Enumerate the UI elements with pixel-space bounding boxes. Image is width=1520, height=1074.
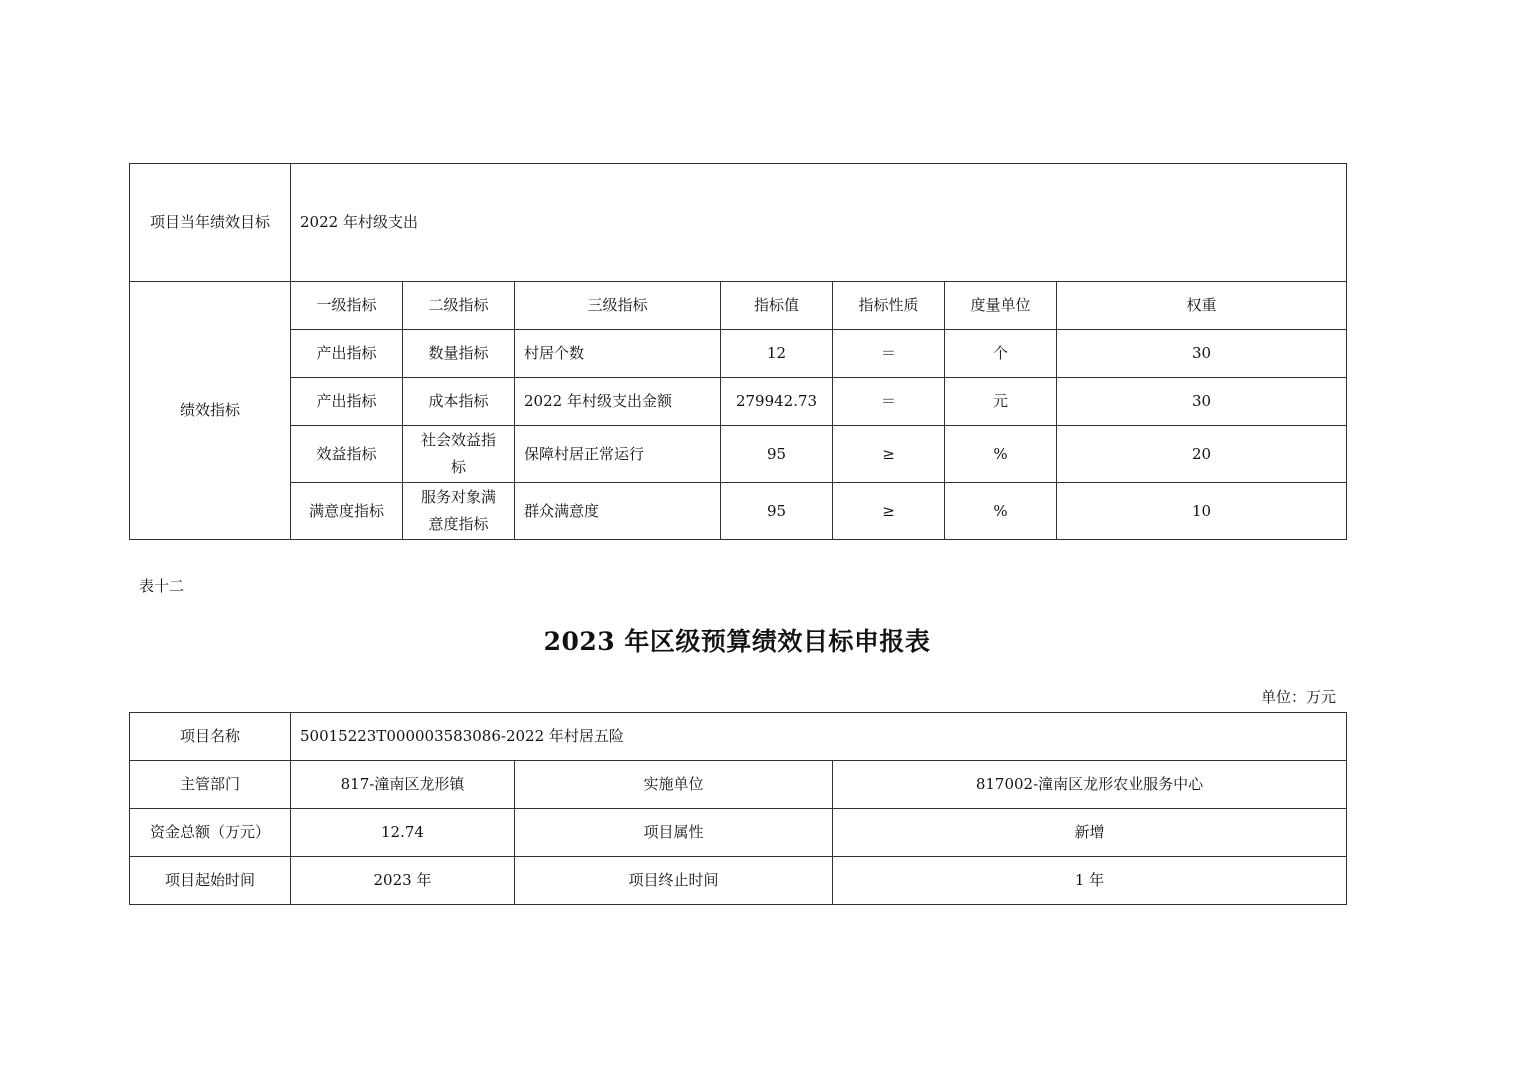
unit-cell: %	[945, 426, 1057, 483]
performance-indicator-table	[129, 163, 1347, 540]
goal-row	[130, 164, 1347, 282]
unit-cell: %	[945, 483, 1057, 540]
header-nature: 指标性质	[833, 282, 945, 330]
goal-value: 2022 年村级支出	[291, 164, 1347, 282]
dept-value: 817-潼南区龙形镇	[291, 761, 515, 809]
weight-cell: 30	[1057, 330, 1347, 378]
table-row	[130, 483, 1347, 540]
level2-cell: 成本指标	[403, 378, 515, 426]
table-row	[130, 330, 1347, 378]
level1-cell: 产出指标	[291, 330, 403, 378]
level1-cell: 产出指标	[291, 378, 403, 426]
fund-value: 12.74	[291, 809, 515, 857]
level3-cell: 村居个数	[515, 330, 721, 378]
value-cell: 95	[721, 426, 833, 483]
fund-row	[130, 809, 1347, 857]
nature-cell: ≥	[833, 483, 945, 540]
unit-cell: 个	[945, 330, 1057, 378]
project-name-row	[130, 713, 1347, 761]
department-row	[130, 761, 1347, 809]
header-weight: 权重	[1057, 282, 1347, 330]
period-row	[130, 857, 1347, 905]
start-value: 2023 年	[291, 857, 515, 905]
header-value: 指标值	[721, 282, 833, 330]
nature-cell: ≥	[833, 426, 945, 483]
weight-cell: 30	[1057, 378, 1347, 426]
impl-value: 817002-潼南区龙形农业服务中心	[833, 761, 1347, 809]
project-name-label: 项目名称	[130, 713, 291, 761]
header-level3: 三级指标	[515, 282, 721, 330]
header-level2: 二级指标	[403, 282, 515, 330]
fund-label: 资金总额（万元）	[130, 809, 291, 857]
project-name-value: 50015223T000003583086-2022 年村居五险	[291, 713, 1347, 761]
level2-cell: 服务对象满意度指标	[403, 483, 515, 540]
table-row	[130, 426, 1347, 483]
value-cell: 12	[721, 330, 833, 378]
table-number-label: 表十二	[139, 577, 185, 595]
nature-cell: ＝	[833, 330, 945, 378]
attr-value: 新增	[833, 809, 1347, 857]
level2-cell: 数量指标	[403, 330, 515, 378]
indicator-header-row	[130, 282, 1347, 330]
page-title: 2023 年区级预算绩效目标申报表	[543, 627, 931, 656]
start-label: 项目起始时间	[130, 857, 291, 905]
attr-label: 项目属性	[515, 809, 833, 857]
level2-cell: 社会效益指标	[403, 426, 515, 483]
value-cell: 95	[721, 483, 833, 540]
level3-cell: 2022 年村级支出金额	[515, 378, 721, 426]
header-unit: 度量单位	[945, 282, 1057, 330]
level1-cell: 满意度指标	[291, 483, 403, 540]
unit-cell: 元	[945, 378, 1057, 426]
weight-cell: 10	[1057, 483, 1347, 540]
dept-label: 主管部门	[130, 761, 291, 809]
unit-note: 单位：万元	[1260, 688, 1336, 706]
value-cell: 279942.73	[721, 378, 833, 426]
goal-label: 项目当年绩效目标	[130, 164, 291, 282]
indicators-label: 绩效指标	[130, 282, 291, 540]
weight-cell: 20	[1057, 426, 1347, 483]
impl-label: 实施单位	[515, 761, 833, 809]
project-info-table	[129, 712, 1347, 905]
level3-cell: 保障村居正常运行	[515, 426, 721, 483]
level3-cell: 群众满意度	[515, 483, 721, 540]
table-row	[130, 378, 1347, 426]
end-value: 1 年	[833, 857, 1347, 905]
header-level1: 一级指标	[291, 282, 403, 330]
end-label: 项目终止时间	[515, 857, 833, 905]
level1-cell: 效益指标	[291, 426, 403, 483]
nature-cell: ＝	[833, 378, 945, 426]
